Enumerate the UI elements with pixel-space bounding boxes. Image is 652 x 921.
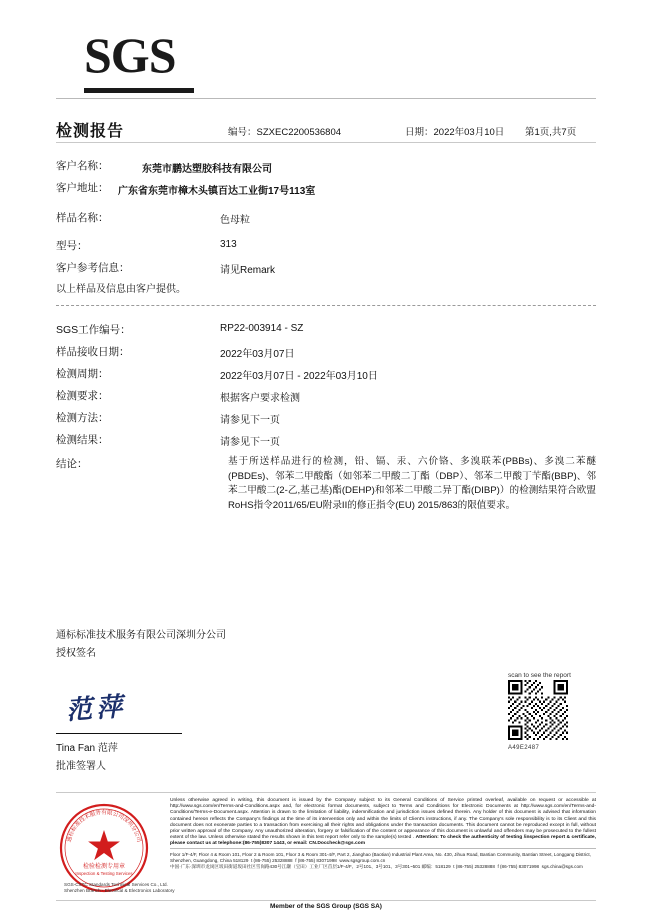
signature-authorized-label: 授权签名 [56, 648, 96, 659]
logo-underline [84, 88, 194, 93]
report-date [405, 124, 504, 138]
svg-text:检验检测专用章: 检验检测专用章 [82, 864, 126, 870]
test-method-value: 请参见下一页 [220, 415, 280, 426]
footer-address-en-row [170, 852, 596, 864]
page-count: 第1页,共7页 [525, 127, 577, 138]
signatory-role: 批准签署人 [56, 761, 106, 772]
footer-terms [170, 798, 596, 848]
test-requirement-label: 检测要求： [56, 390, 109, 402]
report-date-value: 2022年03月10日 [433, 127, 505, 138]
signatory-name: Tina Fan 范萍 [56, 743, 118, 754]
qr-id: A49E2487 [508, 745, 540, 751]
footer-fax-cn: f (86-755) 83071998 [497, 864, 540, 869]
report-number [228, 124, 341, 138]
header-divider [56, 98, 596, 99]
signature-company: 通标标准技术服务有限公司深圳分公司 [56, 630, 226, 641]
client-name-label: 客户名称： [56, 160, 109, 172]
test-requirement-value: 根据客户要求检测 [220, 393, 300, 404]
footer-bottom-divider [56, 900, 596, 901]
test-result-label: 检测结果： [56, 434, 109, 446]
title-divider [56, 142, 596, 143]
model-value: 313 [220, 239, 237, 250]
report-number-label: 编号： [228, 127, 257, 138]
footer-tel-cn: t (86-755) 25328888 [453, 864, 495, 869]
client-address-label: 客户地址： [56, 182, 109, 194]
footer-tel-en: t (86-755) 25328888 [250, 858, 293, 863]
footer-terms-text: Unless otherwise agreed in writing, this document is issued by the Company subject to its General Conditions of Service printed overleaf, available on request or accessible at http://www.sgs.com/en/Terms-and-Conditions.aspx and, for electronic format documents, subject to Terms and Conditions for Electronic Documents at http://www.sgs.com/en/Terms-and-Conditions/Terms-e-Document.aspx. Attention is drawn to the limitation of liability, indemnification and jurisdiction issues defined therein. Any holder of this document is advised that information contained hereon reflects the Company's findings at the time of its intervention only and within the limits of Client's instructions, if any. The Company's sole responsibility is to its Client and this document does not exonerate parties to a transaction from exercising all their rights and obligations under the transaction documents. This document cannot be reproduced except in full, without prior written approval of the Company. Any unauthorized alteration, forgery or falsification of the content or appearance of this document is unlawful and offenders may be prosecuted to the fullest extent of the law. Unless otherwise stated the results shown in this test report refer only to the sample(s) tested . [170, 798, 596, 841]
footer-fax-en: f (86-755) 83071998 [295, 858, 337, 863]
svg-text:Inspection & Testing Services: Inspection & Testing Services [75, 871, 133, 876]
sample-name-value: 色母粒 [220, 215, 250, 226]
official-stamp [56, 800, 175, 895]
qr-code[interactable] [508, 680, 568, 740]
section-divider-1 [56, 305, 596, 306]
test-method-label: 检测方法： [56, 412, 109, 424]
sample-name-label: 样品名称： [56, 212, 109, 224]
signature-line [56, 733, 182, 734]
footer-web-en: www.sgsgroup.com.cn [339, 858, 386, 863]
svg-text:通标标准技术服务有限公司深圳分公司: 通标标准技术服务有限公司深圳分公司 [66, 810, 142, 843]
client-name-value: 东莞市鹏达塑胶科技有限公司 [142, 164, 272, 175]
footer-address-divider [170, 848, 596, 849]
footer-address [170, 852, 596, 870]
model-label: 型号： [56, 240, 88, 252]
job-number-label: SGS工作编号： [56, 324, 131, 336]
footer-mail-cn: sgs.china@sgs.com [541, 864, 583, 869]
report-number-value: SZXEC2200536804 [256, 127, 342, 138]
footer-address-cn: 中国·广东·深圳市龙岗区坂田街道坂田社区雪岗路430号江灏（宝田）工业厂区首层1/F-4/F、2号101、3号101、3号301~501 邮编：518129 [170, 864, 451, 869]
client-reference-value: 请见Remark [220, 265, 276, 276]
footer-address-cn-row [170, 864, 596, 870]
test-result-value: 请参见下一页 [220, 437, 280, 448]
report-date-label: 日期： [405, 127, 434, 138]
lab-name-line1: SGS-CSTC Standards Technical Services Co., Ltd. [64, 882, 168, 887]
stamp-graphic [56, 800, 166, 895]
provided-note: 以上样品及信息由客户提供。 [56, 284, 186, 295]
client-reference-label: 客户参考信息： [56, 262, 130, 274]
qr-code-image [508, 680, 568, 740]
test-period-value: 2022年03月07日 - 2022年03月10日 [220, 371, 378, 382]
page-title: 检测报告 [56, 123, 125, 140]
handwritten-signature: 范萍 [65, 691, 128, 726]
test-period-label: 检测周期： [56, 368, 109, 380]
sgs-logo: SGS [84, 27, 176, 83]
lab-name-line2: Shenzhen Branch - Electrical & Electronics Laboratory [64, 888, 175, 893]
footer-attention: Attention: To check the authenticity of testing /inspection report & certificate, please contact us at telephone:(86-755)8307 1443, or email: CN.Doccheck@sgs.com [170, 835, 596, 847]
conclusion-text: 基于所送样品进行的检测，铅、镉、汞、六价铬、多溴联苯(PBBs)、多溴二苯醚(PBDEs)、邻苯二甲酸酯（如邻苯二甲酸二丁酯（DBP）、邻苯二甲酸丁苄酯(BBP)、邻苯二甲酸二(2-乙,基己基)酯(DEHP)和邻苯二甲酸二异丁酯(DIBP)）的检测结果符合欧盟RoHS指令2011/65/EU附录II的修正指令(EU) 2015/863的限值要求。 [228, 456, 596, 511]
client-address-value: 广东省东莞市樟木头镇百达工业街17号113室 [118, 186, 316, 197]
received-date-label: 样品接收日期： [56, 346, 130, 358]
laboratory-name [64, 882, 214, 894]
footer-divider [56, 792, 596, 793]
job-number-value: RP22-003914 - SZ [220, 323, 304, 334]
footer-address-en: Floor 1/F-4/F, Floor 4 & Room 101, Floor 2 & Room 101, Floor 3 & Room 301-4/F, Part 2, Jianghao (Baotian) Industrial Plant Area, No. 430, Jihua Road, Bantian Community, Bantian Street, Longgang District, Shenzhen, Guangdong, China 518129 [170, 852, 591, 863]
received-date-value: 2022年03月07日 [220, 349, 295, 360]
qr-caption: scan to see the report [508, 672, 571, 679]
conclusion-label: 结论： [56, 458, 88, 470]
sgs-member-note: Member of the SGS Group (SGS SA) [270, 903, 382, 910]
